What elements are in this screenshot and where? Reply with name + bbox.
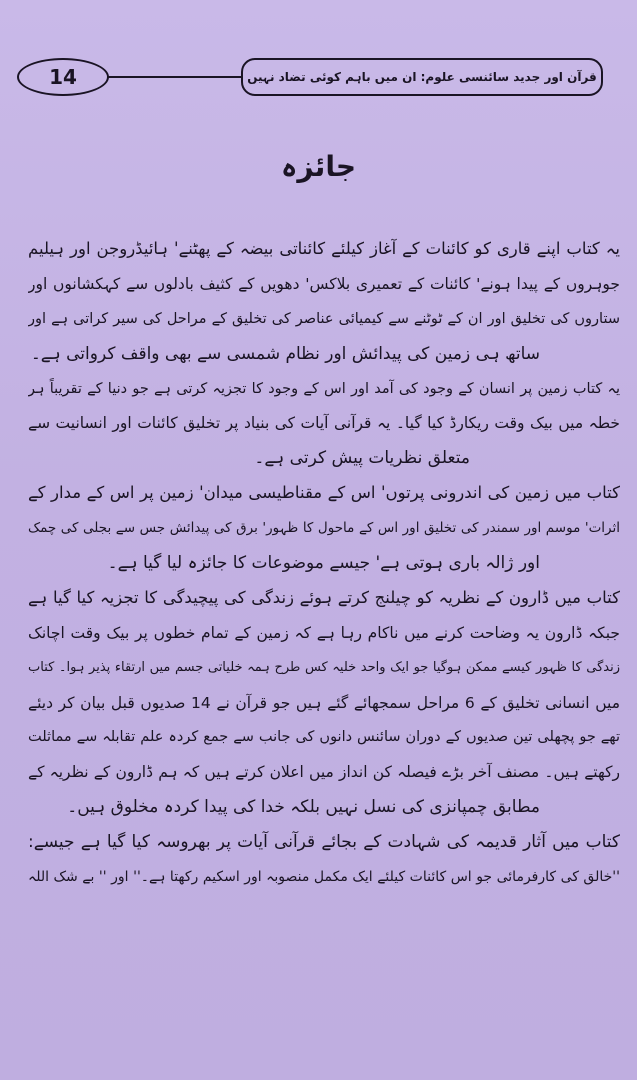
- text-line: کتاب میں ڈارون کے نظریہ کو چیلنج کرتے ہوئے زندگی کی پیچیدگی کا تجزیہ کیا گیا ہے: [28, 587, 620, 607]
- text-line: تھے جو پچھلی تین صدیوں کے دوران سائنس دانوں کی جانب سے جمع کردہ علم تقابلہ سے مماثلت: [28, 729, 620, 746]
- text-line: میں انسانی تخلیق کے 6 مراحل سمجھائے گئے ہیں جو قرآن نے 14 صدیوں قبل بیان کر دیئے: [28, 693, 620, 712]
- text-line: کتاب میں آثار قدیمہ کی شہادت کے بجائے قرآنی آیات پر بھروسہ کیا گیا ہے جیسے:: [28, 832, 620, 853]
- body-text: [28, 232, 620, 895]
- text-line: اثرات' موسم اور سمندر کی تخلیق اور اس کے ماحول کا ظہور' برق کی پیدائش جس سے بجلی کی چمک: [28, 520, 620, 537]
- text-line: جبکہ ڈارون یہ وضاحت کرنے میں ناکام رہا ہے کہ زمین کے تمام خطوں پر بیک وقت اچانک: [28, 623, 620, 642]
- text-line: جوہروں کے پیدا ہونے' کائنات کے تعمیری بلاکس' دھویں کے کثیف بادلوں سے کہکشانوں اور: [28, 274, 620, 293]
- page-number: 14: [17, 58, 109, 96]
- text-line: اور ژالہ باری ہوتی ہے' جیسے موضوعات کا جائزہ لیا گیا ہے۔: [107, 553, 540, 574]
- text-line: ستاروں کی تخلیق اور ان کے ٹوٹنے سے کیمیائی عناصر کی تخلیق کے مراحل کی سیر کراتی ہے اور: [28, 310, 620, 327]
- text-line: کتاب میں زمین کی اندرونی پرتوں' اس کے مقناطیسی میدان' زمین پر اس کے مدار کے: [28, 483, 620, 503]
- text-line: خطہ میں بیک وقت ریکارڈ کیا گیا۔ یہ قرآنی آیات کی بنیاد پر تخلیق کائنات اور انسانیت سے: [28, 414, 620, 433]
- text-line: متعلق نظریات پیش کرتی ہے۔: [254, 448, 470, 469]
- section-heading: جائزہ: [280, 150, 357, 183]
- text-line: یہ کتاب اپنے قاری کو کائنات کے آغاز کیلئے کائناتی بیضہ کے پھٹنے' ہائیڈروجن اور ہیلیم: [28, 239, 620, 258]
- text-line: ساتھ ہی زمین کی پیدائش اور نظام شمسی سے بھی واقف کرواتی ہے۔: [30, 343, 540, 364]
- header-connector-line: [107, 76, 243, 78]
- page-header: [17, 58, 603, 98]
- text-line: رکھتے ہیں۔ مصنف آخر بڑے فیصلہ کن انداز میں اعلان کرتے ہیں کہ ہم ڈارون کے نظریہ کے: [28, 763, 620, 782]
- text-line: زندگی کا ظہور کیسے ممکن ہوگیا جو ایک واحد خلیہ کس طرح ہمہ خلیاتی جسم میں ارتقاء پذیر ہوا۔ کتاب: [28, 659, 620, 675]
- text-line: ''خالق کی کارفرمائی جو اس کائنات کیلئے ایک مکمل منصوبہ اور اسکیم رکھتا ہے۔'' اور '' بے شک اللہ: [28, 869, 620, 886]
- text-line: مطابق چمپانزی کی نسل نہیں بلکہ خدا کی پیدا کردہ مخلوق ہیں۔: [67, 797, 540, 818]
- text-line: یہ کتاب زمین پر انسان کے وجود کی آمد اور اس کے وجود کا تجزیہ کرتی ہے جو دنیا کے تقریباً ہر: [28, 380, 620, 397]
- running-title: قرآن اور جدید سائنسی علوم: ان میں باہم کوئی تضاد نہیں: [241, 58, 603, 96]
